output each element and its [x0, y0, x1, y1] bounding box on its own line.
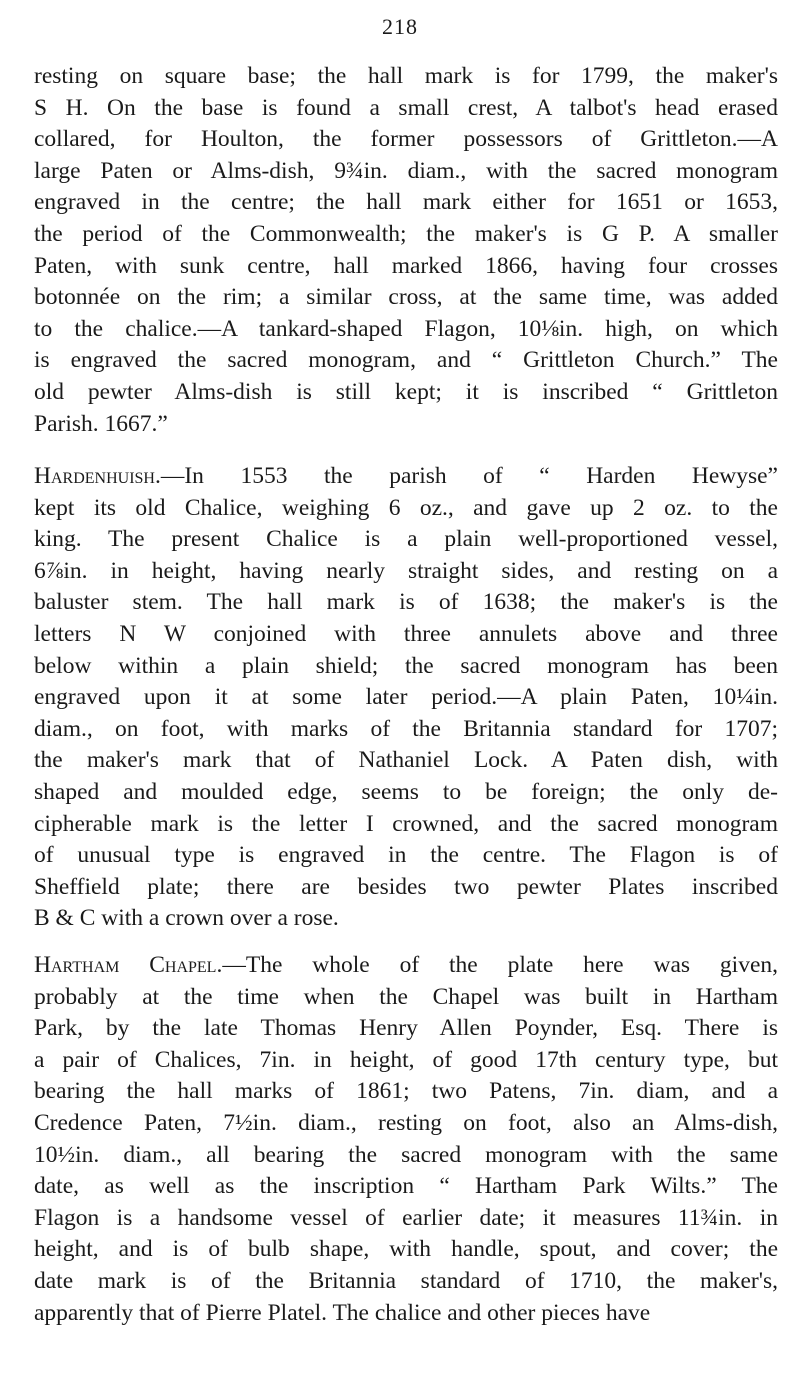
text-line [34, 282, 778, 314]
line-text: baluster stem. The hall mark is of 1638; the maker's is the [34, 589, 778, 616]
line-text: Flagon is a handsome vessel of earlier date; it measures 11¾in. in [34, 1204, 778, 1231]
text-line [34, 903, 778, 935]
paragraph-hartham-chapel [34, 950, 778, 1329]
line-text: shaped and moulded edge, seems to be foreign; the only de- [34, 778, 778, 805]
text-line [34, 93, 778, 125]
text-line [34, 1203, 778, 1235]
line-text: —In 1553 the parish of “ Harden Hewyse” [160, 463, 778, 489]
section-heading: Hartham Chapel. [34, 952, 223, 978]
text-line [34, 745, 778, 777]
text-line [34, 682, 778, 714]
line-text: engraved in the centre; the hall mark either for 1651 or 1653, [34, 189, 778, 216]
text-line [34, 1234, 778, 1266]
line-text: bearing the hall marks of 1861; two Patens, 7in. diam, and a [34, 1078, 778, 1105]
text-line [34, 950, 778, 982]
text-line [34, 809, 778, 841]
text-line [34, 409, 778, 441]
line-text: 10½in. diam., all bearing the sacred monogram with the same [34, 1141, 778, 1168]
line-text: Parish. 1667.” [34, 410, 168, 437]
line-text: Credence Paten, 7½in. diam., resting on foot, also an Alms-dish, [34, 1109, 778, 1136]
line-text: height, and is of bulb shape, with handle, spout, and cover; the [34, 1236, 778, 1263]
line-text: letters N W conjoined with three annulets above and three [34, 620, 778, 647]
text-line [34, 619, 778, 651]
text-line [34, 61, 778, 93]
text-line [34, 1298, 778, 1330]
line-text: cipherable mark is the letter I crowned, and the sacred monogram [34, 810, 778, 837]
text-line [34, 1108, 778, 1140]
paragraph-hardenhuish [34, 461, 778, 935]
line-text: large Paten or Alms-dish, 9¾in. diam., with the sacred monogram [34, 157, 778, 184]
text-line [34, 461, 778, 493]
line-text: Park, by the late Thomas Henry Allen Poynder, Esq. There is [34, 1015, 778, 1042]
line-text: date mark is of the Britannia standard of 1710, the maker's, [34, 1267, 778, 1294]
text-line [34, 840, 778, 872]
line-text: the maker's mark that of Nathaniel Lock. A Paten dish, with [34, 747, 778, 774]
page-number: 218 [382, 14, 418, 39]
line-text: old pewter Alms-dish is still kept; it is inscribed “ Grittleton [34, 378, 778, 405]
text-line [34, 1045, 778, 1077]
line-text: diam., on foot, with marks of the Britannia standard for 1707; [34, 715, 778, 742]
text-line [34, 377, 778, 409]
line-text: a pair of Chalices, 7in. in height, of good 17th century type, but [34, 1046, 778, 1073]
line-text: collared, for Houlton, the former possessors of Grittleton.—A [34, 126, 778, 153]
text-line [34, 556, 778, 588]
text-line [34, 524, 778, 556]
text-line [34, 714, 778, 746]
text-line [34, 1013, 778, 1045]
line-text: to the chalice.—A tankard-shaped Flagon, 10⅛in. high, on which [34, 315, 778, 342]
line-text: apparently that of Pierre Platel. The chalice and other pieces have [34, 1299, 651, 1326]
line-text: date, as well as the inscription “ Hartham Park Wilts.” The [34, 1173, 778, 1200]
text-line [34, 314, 778, 346]
paragraph-grittleton [34, 61, 778, 440]
line-text: is engraved the sacred monogram, and “ Grittleton Church.” The [34, 347, 778, 374]
text-line [34, 651, 778, 683]
line-text: below within a plain shield; the sacred monogram has been [34, 652, 778, 679]
line-text: S H. On the base is found a small crest, A talbot's head erased [34, 94, 778, 121]
text-line [34, 251, 778, 283]
line-text: Sheffield plate; there are besides two pewter Plates inscribed [34, 873, 778, 900]
line-text: kept its old Chalice, weighing 6 oz., and gave up 2 oz. to the [34, 494, 778, 521]
text-line [34, 1266, 778, 1298]
text-line [34, 219, 778, 251]
text-line [34, 1140, 778, 1172]
line-text: —The whole of the plate here was given, [222, 952, 778, 978]
text-line [34, 124, 778, 156]
text-line [34, 1171, 778, 1203]
text-line [34, 1076, 778, 1108]
section-heading: Hardenhuish. [34, 463, 161, 489]
line-text: king. The present Chalice is a plain well-proportioned vessel, [34, 526, 778, 553]
line-text: probably at the time when the Chapel was built in Hartham [34, 983, 778, 1010]
line-text: 6⅞in. in height, having nearly straight sides, and resting on a [34, 557, 778, 584]
text-line [34, 587, 778, 619]
line-text: of unusual type is engraved in the centre. The Flagon is of [34, 842, 778, 869]
text-line [34, 187, 778, 219]
text-line [34, 345, 778, 377]
line-text: the period of the Commonwealth; the maker's is G P. A smaller [34, 220, 778, 247]
line-text: B & C with a crown over a rose. [34, 905, 339, 932]
line-text: botonnée on the rim; a similar cross, at the same time, was added [34, 284, 778, 311]
line-text: engraved upon it at some later period.—A plain Paten, 10¼in. [34, 684, 778, 711]
text-line [34, 156, 778, 188]
text-line [34, 493, 778, 525]
text-line [34, 872, 778, 904]
line-text: resting on square base; the hall mark is for 1799, the maker's [34, 63, 778, 89]
text-line [34, 982, 778, 1014]
text-line [34, 777, 778, 809]
line-text: Paten, with sunk centre, hall marked 1866, having four crosses [34, 252, 778, 279]
